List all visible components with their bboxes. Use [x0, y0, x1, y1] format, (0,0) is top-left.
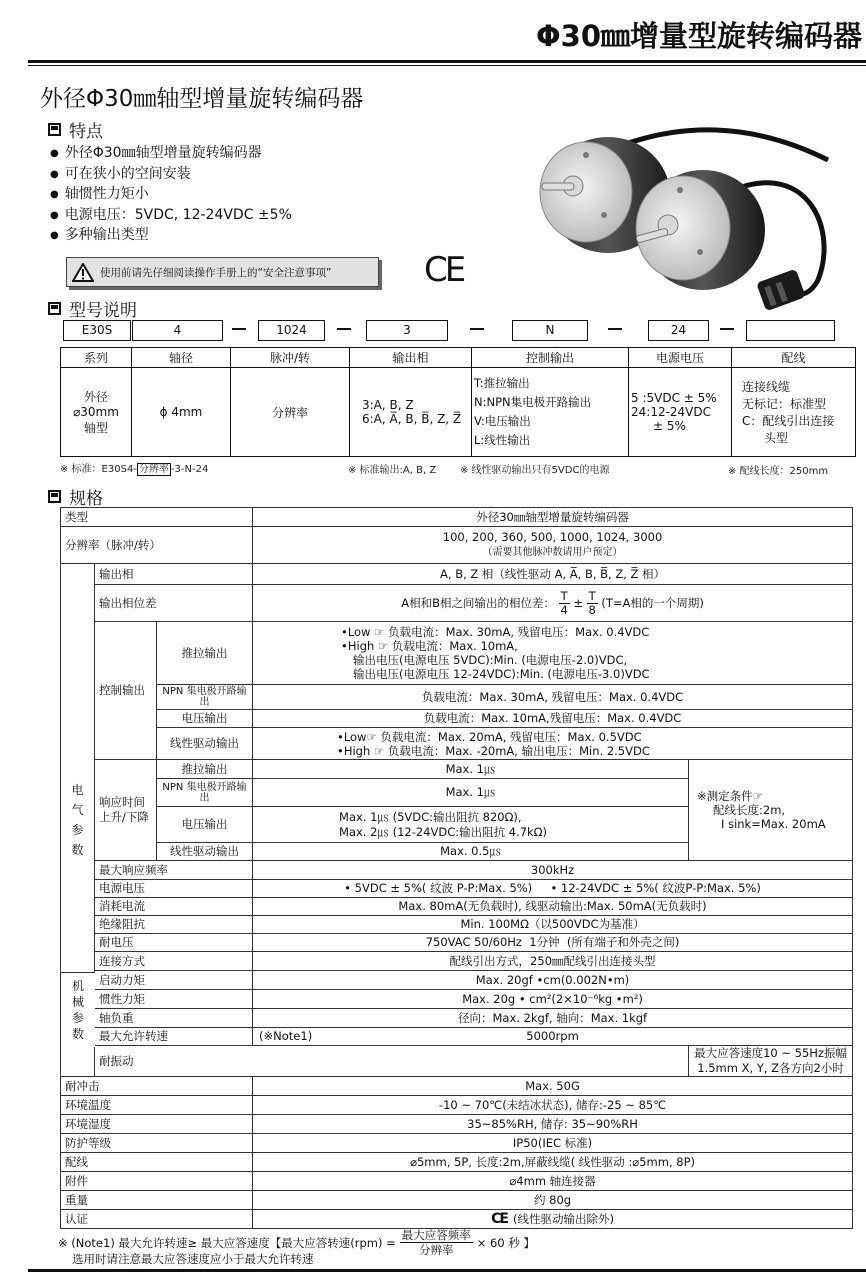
spec-label: 连接方式	[95, 952, 253, 971]
spec-value: Max. 20g • cm²(2×10⁻⁶kg •m²)	[253, 990, 853, 1009]
spec-value: 外径30㎜轴型增量旋转编码器	[253, 508, 853, 527]
model-note-cable: ※ 配线长度：250mm	[728, 466, 829, 477]
feature-list	[50, 144, 292, 247]
footnote-advice: 选用时请注意最大应答速度应小于最大允许转速	[72, 1252, 314, 1266]
spec-value: Max. 0.5㎲	[253, 843, 689, 861]
spec-label: 环境湿度	[61, 1115, 253, 1134]
spec-value: Max. 50G	[253, 1077, 853, 1096]
model-code-pulse: 1024	[258, 320, 325, 341]
spec-value: •Low ☞ 负载电流：Max. 30mA, 残留电压：Max. 0.4VDC •High ☞ 负载电流：Max. 10mA, 输出电压(电源电压 5VDC):Min. (电源电压-2.0)VDC, 输出电压(电源电压 12-24VDC):Min. (电源电压-3.0)VDC	[253, 622, 853, 685]
list-item: ● 轴惯性力矩小	[50, 185, 292, 206]
model-code-wiring	[746, 320, 835, 341]
spec-label: 耐振动	[95, 1046, 689, 1077]
spec-value: (※Note1) 5000rpm	[253, 1028, 853, 1046]
spec-value: 750VAC 50/60Hz 1分钟 (所有端子和外壳之间)	[253, 934, 853, 952]
spec-value: ⌀5mm, 5P, 长度:2m,屏蔽线缆( 线性驱动 :⌀5mm, 8P)	[253, 1153, 853, 1172]
spec-label: 电压输出	[157, 807, 253, 843]
spec-label: 最大响应频率	[95, 861, 253, 880]
spec-label: 推拉输出	[157, 760, 253, 779]
spec-value: A, B, Z 相（线性驱动 A, A̅, B, B̅, Z, Z̅ 相）	[253, 564, 853, 585]
model-header: 脉冲/转	[231, 348, 350, 368]
spec-value: -10 ~ 70℃(未结冰状态), 储存:-25 ~ 85℃	[253, 1096, 853, 1115]
section-heading-label: 规格	[69, 489, 103, 509]
section-heading-label: 型号说明	[69, 301, 137, 321]
spec-label: 输出相	[95, 564, 253, 585]
encoder-product-photo	[528, 120, 848, 320]
model-note-linedriver: ※ 线性驱动输出只有5VDC的电源	[460, 465, 610, 476]
spec-group-electrical: 电气参数	[61, 564, 95, 1077]
model-cell-control: T:推拉输出 N:NPN集电极开路输出 V:电压输出 L:线性输出	[472, 368, 629, 457]
spec-label: NPN 集电极开路输出	[157, 685, 253, 710]
model-header: 控制输出	[472, 348, 629, 368]
list-item: ● 外径Φ30㎜轴型增量旋转编码器	[50, 144, 292, 165]
footer-rule	[28, 1269, 866, 1272]
spec-value: IP50(IEC 标准)	[253, 1134, 853, 1153]
spec-value: Min. 100MΩ（以500VDC为基准）	[253, 916, 853, 934]
spec-label: 线性驱动输出	[157, 843, 253, 861]
spec-value: • 5VDC ± 5%( 纹波 P-P:Max. 5%) • 12-24VDC ± 5%( 纹波P-P:Max. 5%)	[253, 880, 853, 898]
ce-mark-icon: CE	[491, 1210, 507, 1227]
spec-value: Max. 1㎲ (5VDC:输出阻抗 820Ω), Max. 2㎲ (12-24VDC:输出阻抗 4.7kΩ)	[253, 807, 689, 843]
list-item: ● 可在狭小的空间安装	[50, 165, 292, 186]
model-cell-power: 5 :5VDC ± 5% 24:12-24VDC ± 5%	[629, 368, 732, 457]
spec-label: 控制输出	[95, 622, 157, 760]
spec-label: 环境温度	[61, 1096, 253, 1115]
model-header: 系列	[61, 348, 132, 368]
section-square-icon	[48, 302, 61, 315]
spec-label: 最大允许转速	[95, 1028, 253, 1046]
spec-label: 附件	[61, 1172, 253, 1191]
model-header: 轴径	[132, 348, 231, 368]
spec-value: 负载电流：Max. 30mA, 残留电压：Max. 0.4VDC	[253, 685, 853, 710]
list-item: ● 电源电压：5VDC, 12-24VDC ±5%	[50, 206, 292, 227]
spec-label: NPN 集电极开路输出	[157, 779, 253, 807]
spec-value: 径向：Max. 2kgf, 轴向：Max. 1kgf	[253, 1009, 853, 1028]
model-code-separator	[337, 328, 351, 330]
spec-label: 输出相位差	[95, 585, 253, 622]
model-note-standard: ※ 标准：E30S4- 分辨率 -3-N-24	[60, 464, 209, 475]
spec-value: 35~85%RH, 储存: 35~90%RH	[253, 1115, 853, 1134]
spec-label: 惯性力矩	[95, 990, 253, 1009]
spec-value: Max. 1㎲	[253, 760, 689, 779]
spec-value: 100, 200, 360, 500, 1000, 1024, 3000 （需要其他脉冲数请用户预定）	[253, 527, 853, 564]
spec-label: 重量	[61, 1191, 253, 1210]
model-code-shaft: 4	[132, 320, 223, 341]
spec-value: Max. 1㎲	[253, 779, 689, 807]
model-note-output: ※ 标准输出:A, B, Z	[348, 465, 437, 476]
section-heading-spec	[48, 484, 103, 509]
model-header: 电源电压	[629, 348, 732, 368]
spec-value: Max. 20gf •cm(0.002N•m)	[253, 971, 853, 990]
section-heading-features	[48, 117, 103, 142]
spec-label: 类型	[61, 508, 253, 527]
warning-icon	[72, 263, 94, 282]
section-square-icon	[48, 123, 61, 136]
spec-label: 配线	[61, 1153, 253, 1172]
model-code-series: E30S	[63, 320, 131, 341]
spec-label: 线性驱动输出	[157, 728, 253, 760]
model-code-power: 24	[648, 320, 709, 341]
header-rule	[28, 60, 866, 63]
spec-label: 防护等级	[61, 1134, 253, 1153]
spec-label: 耐电压	[95, 934, 253, 952]
section-heading-model	[48, 296, 137, 321]
spec-value: ⌀4mm 轴连接器	[253, 1172, 853, 1191]
spec-label: 轴负重	[95, 1009, 253, 1028]
model-code-control: N	[512, 320, 588, 341]
section-heading-label: 特点	[69, 122, 103, 142]
spec-table	[60, 507, 853, 1229]
spec-value: 约 80g	[253, 1191, 853, 1210]
footnote-formula: ※ (Note1) 最大允许转速≥ 最大应答速度【最大应答转速(rpm) = 最大应答频率 分辨率 × 60 秒 】	[58, 1228, 535, 1257]
spec-value: 负载电流：Max. 10mA,残留电压：Max. 0.4VDC	[253, 710, 853, 728]
spec-value: Max. 80mA(无负载时), 线驱动输出:Max. 50mA(无负载时)	[253, 898, 853, 916]
spec-label: 分辨率（脉冲/转）	[61, 527, 253, 564]
spec-value: CE (线性驱动输出除外)	[253, 1210, 853, 1229]
spec-label: 推拉输出	[157, 622, 253, 685]
spec-label: 绝缘阻抗	[95, 916, 253, 934]
spec-value: 最大应答速度10 ~ 55Hz振幅1.5mm X, Y, Z各方向2小时	[689, 1046, 853, 1077]
page-subtitle: 外径Φ30㎜轴型增量旋转编码器	[40, 86, 364, 112]
spec-label: 认证	[61, 1210, 253, 1229]
spec-value: •Low☞ 负载电流：Max. 20mA, 残留电压：Max. 0.5VDC •High ☞ 负载电流：Max. -20mA, 输出电压：Min. 2.5VDC	[253, 728, 853, 760]
model-code-phase: 3	[366, 320, 448, 341]
model-cell-pulse: 分辨率	[231, 368, 350, 457]
model-code-separator	[720, 328, 734, 330]
model-header: 配线	[732, 348, 856, 368]
spec-label: 电源电压	[95, 880, 253, 898]
safety-warning-box	[66, 257, 379, 287]
spec-value-test-condition: ※测定条件☞ 配线长度:2m, I sink=Max. 20mA	[689, 760, 853, 861]
section-square-icon	[48, 490, 61, 503]
model-header: 输出相	[350, 348, 472, 368]
model-cell-wiring: 连接线缆 无标记：标准型 C：配线引出连接 头型	[732, 368, 856, 457]
model-code-separator	[608, 328, 622, 330]
model-cell-phase: 3:A, B, Z 6:A, A̅, B, B̅, Z, Z̅	[350, 368, 472, 457]
header-rule-thin	[28, 65, 866, 66]
model-code-separator	[232, 328, 246, 330]
spec-label: 响应时间上升/下降	[95, 760, 157, 861]
spec-label: 电压输出	[157, 710, 253, 728]
page-header-title: Φ30㎜增量型旋转编码器	[535, 19, 862, 53]
warning-text: 使用前请先仔细阅读操作手册上的“安全注意事项”	[100, 266, 332, 279]
ce-mark-icon: CE	[424, 250, 464, 290]
spec-label: 消耗电流	[95, 898, 253, 916]
model-code-separator	[470, 328, 484, 330]
spec-group-mechanical: 机械参数	[61, 972, 95, 1047]
spec-value-phase-diff: A相和B相之间输出的相位差： $\frac{T}{4}$ ± $\frac{T}{8}$ (T=A相的一个周期)	[253, 585, 853, 622]
spec-label: 启动力矩	[95, 971, 253, 990]
model-cell-shaft: ϕ 4mm	[132, 368, 231, 457]
spec-value: 配线引出方式，250㎜配线引出连接头型	[253, 952, 853, 971]
model-table	[60, 347, 856, 457]
spec-value: 300kHz	[253, 861, 853, 880]
spec-label: 耐冲击	[61, 1077, 253, 1096]
model-cell-series: 外径 ⌀30mm 轴型	[61, 368, 132, 457]
list-item: ● 多种输出类型	[50, 226, 292, 247]
